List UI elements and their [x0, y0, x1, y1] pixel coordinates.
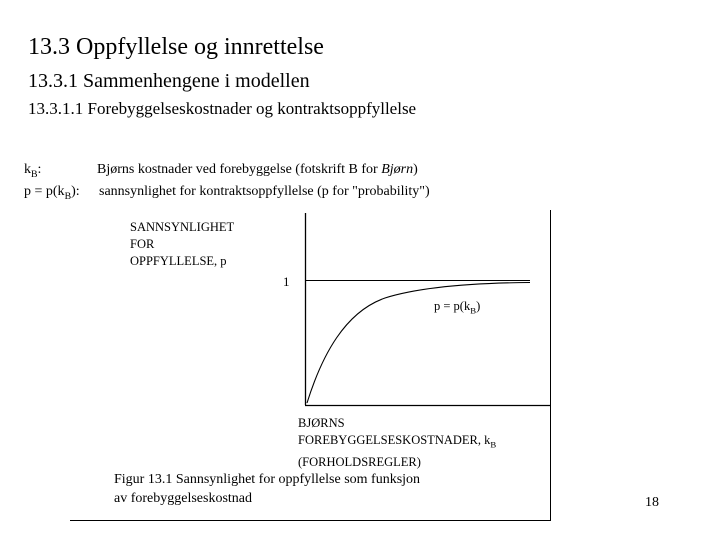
- heading-level-2: 13.3.1 Sammenhengene i modellen: [28, 70, 310, 92]
- heading-level-3: 13.3.1.1 Forebyggelseskostnader og kontraktsoppfyllelse: [28, 99, 417, 118]
- page-number: 18: [645, 495, 659, 510]
- x-axis-label: BJØRNS FOREBYGGELSESKOSTNADER, $k_B$ (FORHOLDSREGLER): [298, 416, 497, 469]
- definition-desc-kb: Bjørns kostnader ved forebyggelse (fotskrift B for Bjørn): [97, 162, 418, 177]
- heading-level-1: 13.3 Oppfyllelse og innrettelse: [28, 34, 324, 60]
- definition-desc-p: sannsynlighet for kontraktsoppfyllelse (p for "probability"): [99, 184, 430, 199]
- definition-term-kb: $k_B$:: [24, 162, 42, 180]
- probability-curve: [307, 283, 530, 404]
- definition-term-p: $p = p(k_B)$:: [24, 184, 80, 202]
- curve-label: $p = p(k_B)$: [434, 299, 481, 316]
- y-tick-label-one: 1: [283, 274, 290, 289]
- figure-caption: Figur 13.1 Sannsynlighet for oppfyllelse som funksjon av forebyggelseskostnad: [114, 472, 421, 506]
- y-axis-label: SANNSYNLIGHET FOR OPPFYLLELSE, p: [130, 220, 235, 268]
